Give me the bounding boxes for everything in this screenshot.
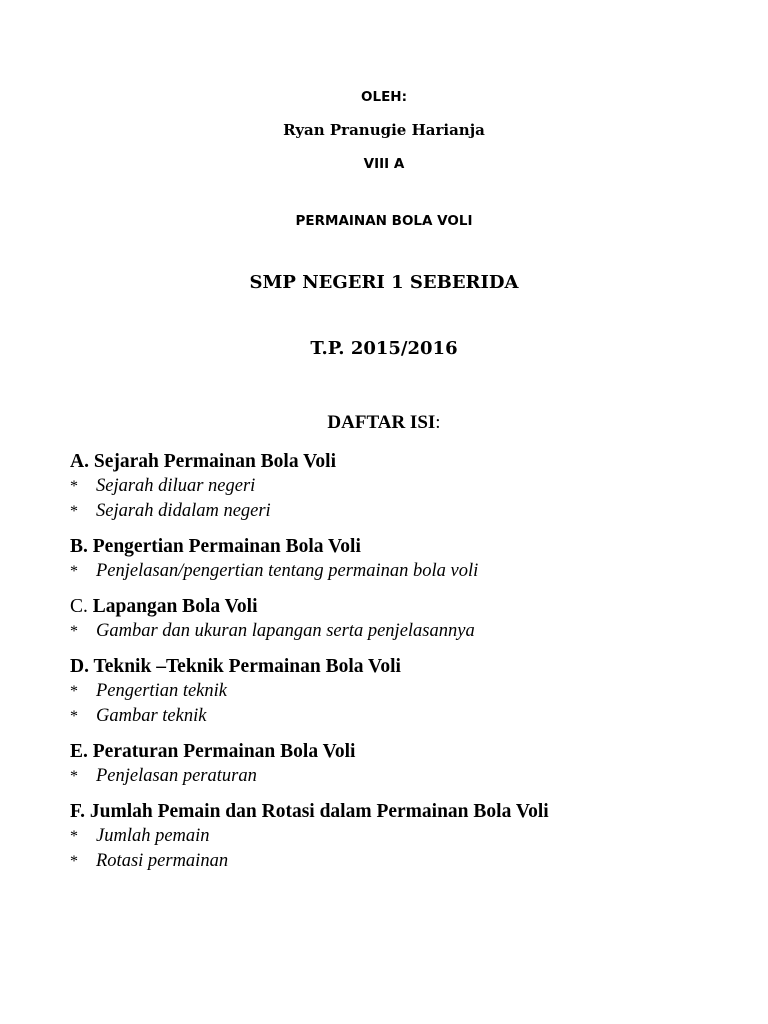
section-title: Lapangan Bola Voli [92, 596, 258, 617]
section-title: Jumlah Pemain dan Rotasi dalam Permainan Bola Voli [89, 801, 549, 822]
toc-section-f [70, 800, 750, 874]
section-heading [70, 800, 750, 824]
bullet-icon: * [70, 768, 78, 785]
section-title: Sejarah Permainan Bola Voli [93, 451, 336, 472]
toc-section-c [70, 595, 750, 644]
toc-section-b [70, 535, 750, 584]
class-label: VIII A [363, 156, 405, 172]
toc-title-text: DAFTAR ISI [327, 412, 436, 433]
bullet-icon: * [70, 563, 78, 580]
section-heading [70, 655, 750, 679]
section-heading [70, 450, 750, 474]
list-item [70, 824, 750, 849]
bullet-icon: * [70, 853, 78, 870]
bullet-icon: * [70, 503, 78, 520]
section-heading [70, 595, 750, 619]
toc-section-e [70, 740, 750, 789]
section-letter: C. [70, 596, 88, 617]
toc-section-a [70, 450, 750, 524]
list-item [70, 474, 750, 499]
bullet-icon: * [70, 683, 78, 700]
item-text: Sejarah didalam negeri [96, 501, 271, 521]
item-text: Penjelasan/pengertian tentang permainan bola voli [96, 561, 479, 581]
section-heading [70, 740, 750, 764]
item-text: Penjelasan peraturan [96, 766, 257, 786]
section-letter: B. [70, 536, 88, 557]
list-item [70, 499, 750, 524]
school-year: T.P. 2015/2016 [310, 338, 458, 359]
list-item [70, 679, 750, 704]
oleh-label: OLEH: [361, 89, 407, 105]
item-text: Gambar teknik [96, 706, 207, 726]
list-item [70, 764, 750, 789]
list-item [70, 849, 750, 874]
section-title: Pengertian Permainan Bola Voli [92, 536, 361, 557]
toc-title [0, 412, 768, 434]
section-heading [70, 535, 750, 559]
toc-section-d [70, 655, 750, 729]
section-letter: E. [70, 741, 88, 762]
list-item [70, 704, 750, 729]
item-text: Sejarah diluar negeri [96, 476, 256, 496]
section-letter: D. [70, 656, 89, 677]
school-name: SMP NEGERI 1 SEBERIDA [249, 272, 519, 293]
toc-title-colon: : [435, 412, 441, 433]
section-title: Teknik –Teknik Permainan Bola Voli [93, 656, 401, 677]
item-text: Jumlah pemain [96, 826, 210, 846]
table-of-contents [70, 450, 750, 885]
item-text: Gambar dan ukuran lapangan serta penjelasannya [96, 621, 475, 641]
list-item [70, 619, 750, 644]
item-text: Rotasi permainan [96, 851, 229, 871]
bullet-icon: * [70, 623, 78, 640]
section-title: Peraturan Permainan Bola Voli [92, 741, 356, 762]
section-letter: F. [70, 801, 85, 822]
section-letter: A. [70, 451, 89, 472]
author-name: Ryan Pranugie Harianja [283, 121, 485, 139]
item-text: Pengertian teknik [96, 681, 227, 701]
list-item [70, 559, 750, 584]
bullet-icon: * [70, 478, 78, 495]
bullet-icon: * [70, 708, 78, 725]
subject-title: PERMAINAN BOLA VOLI [295, 213, 473, 229]
bullet-icon: * [70, 828, 78, 845]
